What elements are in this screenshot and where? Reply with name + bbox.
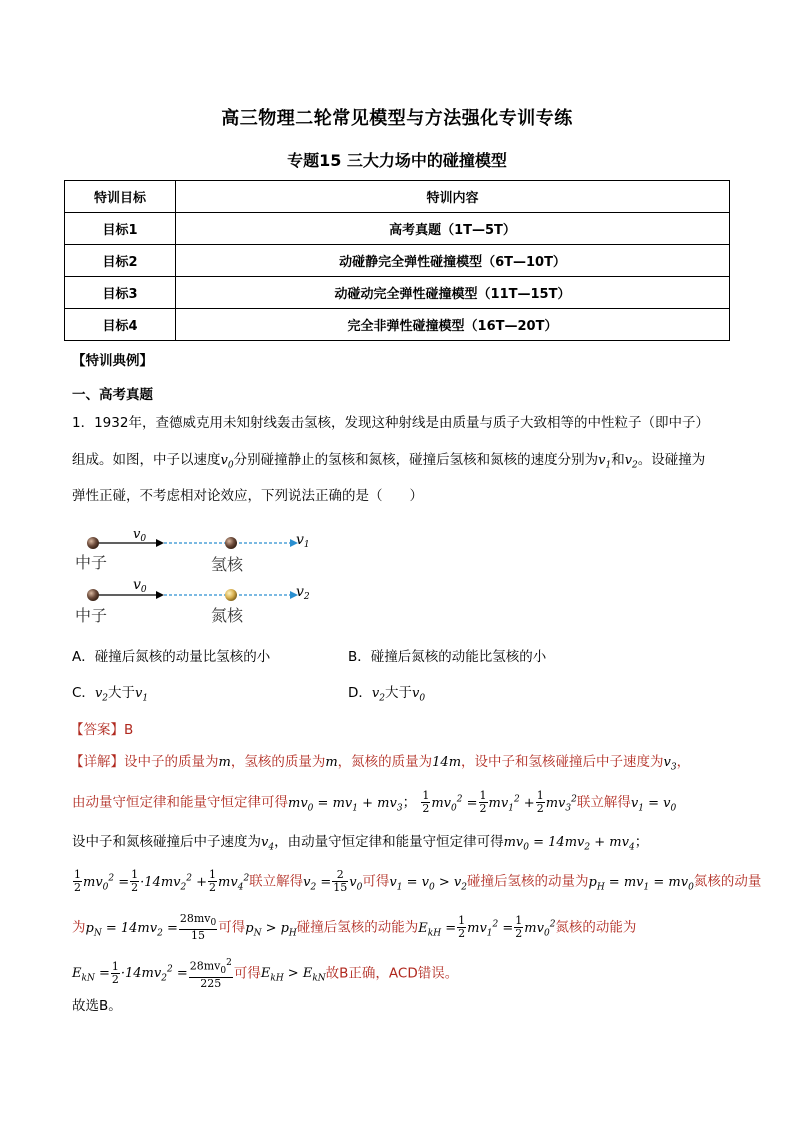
math: $mv_0 = 14mv_2 + mv_4$ <box>503 835 635 853</box>
math: $mv_0 = mv_1 + mv_3$ <box>288 795 403 814</box>
text: 。设碰撞为 <box>637 452 706 468</box>
row-nitrogen <box>75 577 310 625</box>
math: $v_4$ <box>261 835 275 853</box>
nitrogen-label: 氮核 <box>211 606 244 625</box>
training-goals-table <box>64 180 730 341</box>
math: $\frac{1}{2}$ <box>111 959 119 986</box>
detail-line-4 <box>72 869 761 896</box>
question-line-3: 弹性正碰，不考虑相对论效应，下列说法正确的是（ ） <box>72 488 423 504</box>
text: C． <box>72 685 95 701</box>
math: $mv_0^2$ <box>524 919 556 939</box>
text: 分别碰撞静止的氢核和氮核，碰撞后氢核和氮核的速度分别为 <box>233 452 599 468</box>
detail-line-3: 设中子和氮核碰撞后中子速度为$v_4$，由动量守恒定律和能量守恒定律可得$mv_0 = 14mv_2 + mv_4$； <box>72 834 649 853</box>
table-header-row <box>65 181 730 213</box>
table-row <box>65 309 730 341</box>
v2-symbol: $v_2$ <box>94 686 109 704</box>
math: $v_3$ <box>663 755 677 773</box>
table-header-cell: 特训内容 <box>176 181 730 213</box>
text: 可得 <box>218 919 246 936</box>
table-row <box>65 277 730 309</box>
text: 由动量守恒定律和能量守恒定律可得 <box>72 794 288 811</box>
neutron-label: 中子 <box>75 553 108 572</box>
math: $v_1 = v_0 > v_2$ <box>389 874 467 893</box>
table-cell: 动碰静完全弹性碰撞模型（6T—10T） <box>176 245 730 277</box>
math: $\frac{28mv_0}{15}$ <box>179 912 217 943</box>
math: $E_{kN}$ = <box>72 966 110 985</box>
math: $\frac{2}{15}$ <box>333 868 348 894</box>
math: $v_2$ = <box>303 874 332 893</box>
answer-label: 【答案】 <box>70 722 124 738</box>
detail-label: 【详解】 <box>70 754 124 770</box>
v0-label: $v_0$ <box>133 577 147 595</box>
neutron-ball <box>87 537 99 549</box>
text: 组成。如图，中子以速度 <box>72 452 221 468</box>
v0-symbol: $v_0$ <box>412 686 426 704</box>
v1-symbol: $v_1$ <box>135 686 149 704</box>
v0-symbol: $v_0$ <box>220 453 234 471</box>
text: 碰撞后氢核的动量为 <box>466 873 589 890</box>
question-line-1: 1．1932年，查德威克用未知射线轰击氢核，发现这种射线是由质量与质子大致相等的中性粒子（即中子） <box>72 415 709 431</box>
math: $\frac{1}{2}$ <box>515 914 523 941</box>
math: $mv_0^2$ = <box>83 873 130 893</box>
text: 和 <box>611 452 625 468</box>
v1-label: $v_1$ <box>296 532 310 550</box>
v0-arrowhead <box>156 591 164 599</box>
table-cell: 目标1 <box>65 213 176 245</box>
text: 可得 <box>362 873 390 890</box>
math: $p_N = 14mv_2$ = <box>85 920 178 939</box>
math: $\cdot 14mv_2^2$ = <box>120 965 188 985</box>
table-header-cell: 特训目标 <box>65 181 176 213</box>
answer-line <box>70 721 133 739</box>
math: m <box>218 755 231 770</box>
math: $mv_3^2$ <box>545 794 577 814</box>
v0-label: $v_0$ <box>133 527 147 544</box>
math: $mv_4^2$ <box>218 873 250 893</box>
section-part1: 一、高考真题 <box>72 387 153 403</box>
detail-line-5 <box>72 913 636 942</box>
math: $\frac{1}{2}$ <box>422 789 430 815</box>
detail-line-1: 【详解】设中子的质量为m，氢核的质量为m，氮核的质量为14m，设中子和氢核碰撞后中子速度为$v_3$， <box>70 754 691 773</box>
text: ，由动量守恒定律和能量守恒定律可得 <box>274 834 504 850</box>
math: $\cdot 14mv_2^2$ + <box>140 873 208 893</box>
detail-line-7: 故选B。 <box>72 998 122 1014</box>
answer-value: B <box>124 722 134 738</box>
text: 设中子的质量为 <box>124 754 219 770</box>
row-hydrogen <box>75 527 310 574</box>
math: $\frac{1}{2}$ <box>209 868 217 894</box>
math: $E_{kH}$ = <box>418 920 457 939</box>
question-line-2 <box>72 451 705 475</box>
text: ，氮核的质量为 <box>337 754 433 770</box>
v2-label: $v_2$ <box>296 584 310 602</box>
math: $mv_0^2$ = <box>431 794 478 814</box>
text: 大于 <box>385 685 412 701</box>
text: D． <box>348 685 372 701</box>
text: 氮核的动量 <box>693 873 762 890</box>
detail-line-6 <box>72 957 458 990</box>
math: $\frac{28mv_0^2}{225}$ <box>189 958 232 990</box>
math: 14m <box>432 755 462 770</box>
math: $\frac{1}{2}$ <box>74 868 81 894</box>
text: 故B正确，ACD错误。 <box>325 965 459 982</box>
hydrogen-label: 氢核 <box>211 555 244 574</box>
math: $p_N > p_H$ <box>245 920 297 939</box>
nitrogen-ball <box>225 589 237 601</box>
text: 为 <box>72 919 86 936</box>
math: $v_0$ <box>349 874 363 893</box>
v2-symbol: $v_2$ <box>371 686 385 704</box>
v0-arrowhead <box>156 539 164 547</box>
neutron-ball <box>87 589 99 601</box>
text: 设中子和氮核碰撞后中子速度为 <box>72 834 261 850</box>
table-cell: 目标3 <box>65 277 176 309</box>
math: $\frac{1}{2}$ <box>131 868 139 894</box>
doc-title: 高三物理二轮常见模型与方法强化专训专练 <box>221 108 573 129</box>
detail-line-2: 由动量守恒定律和能量守恒定律可得$mv_0 = mv_1 + mv_3$； $\frac{1}{2}$ $mv_0^2$ = $\frac{1}{2}$ $mv_1^2$ + $\frac{1}{2}$ $mv_3^2$联立解得$v_1 = v_0$ <box>72 789 677 815</box>
neutron-label: 中子 <box>75 606 108 625</box>
text: 可得 <box>233 965 261 982</box>
math: $\frac{1}{2}$ <box>536 789 544 815</box>
text: 联立解得 <box>249 873 304 890</box>
v1-symbol: $v_1$ <box>598 453 612 471</box>
table-cell: 目标2 <box>65 245 176 277</box>
text: 大于 <box>108 685 136 701</box>
math: $\frac{1}{2}$ <box>479 789 487 815</box>
option-c <box>72 684 148 708</box>
math: $mv_1^2$ + <box>488 794 535 814</box>
text: 氮核的动能为 <box>555 919 637 936</box>
text: ，氢核的质量为 <box>230 754 326 770</box>
math: m <box>325 755 338 770</box>
table-row <box>65 213 730 245</box>
text: 碰撞后氢核的动能为 <box>296 919 419 936</box>
option-b: B．碰撞后氮核的动能比氢核的小 <box>348 649 547 665</box>
table-cell: 动碰动完全弹性碰撞模型（11T—15T） <box>176 277 730 309</box>
table-cell: 完全非弹性碰撞模型（16T—20T） <box>176 309 730 341</box>
math: $E_{kH} > E_{kN}$ <box>260 966 326 985</box>
table-cell: 目标4 <box>65 309 176 341</box>
option-a: A．碰撞后氮核的动量比氢核的小 <box>72 649 271 665</box>
doc-subtitle: 专题15 三大力场中的碰撞模型 <box>287 151 507 170</box>
option-d <box>348 684 425 708</box>
table-cell: 高考真题（1T—5T） <box>176 213 730 245</box>
v2-symbol: $v_2$ <box>624 453 638 471</box>
hydrogen-ball <box>225 537 237 549</box>
collision-figure <box>70 520 330 630</box>
table-row <box>65 245 730 277</box>
text: 联立解得 <box>576 794 631 811</box>
section-examples: 【特训典例】 <box>72 353 153 369</box>
math: $v_1 = v_0$ <box>630 795 677 814</box>
math: $mv_1^2$ = <box>467 919 514 939</box>
text: ，设中子和氢核碰撞后中子速度为 <box>461 754 664 770</box>
math: $\frac{1}{2}$ <box>458 914 466 941</box>
math: $p_H = mv_1 = mv_0$ <box>588 874 694 893</box>
